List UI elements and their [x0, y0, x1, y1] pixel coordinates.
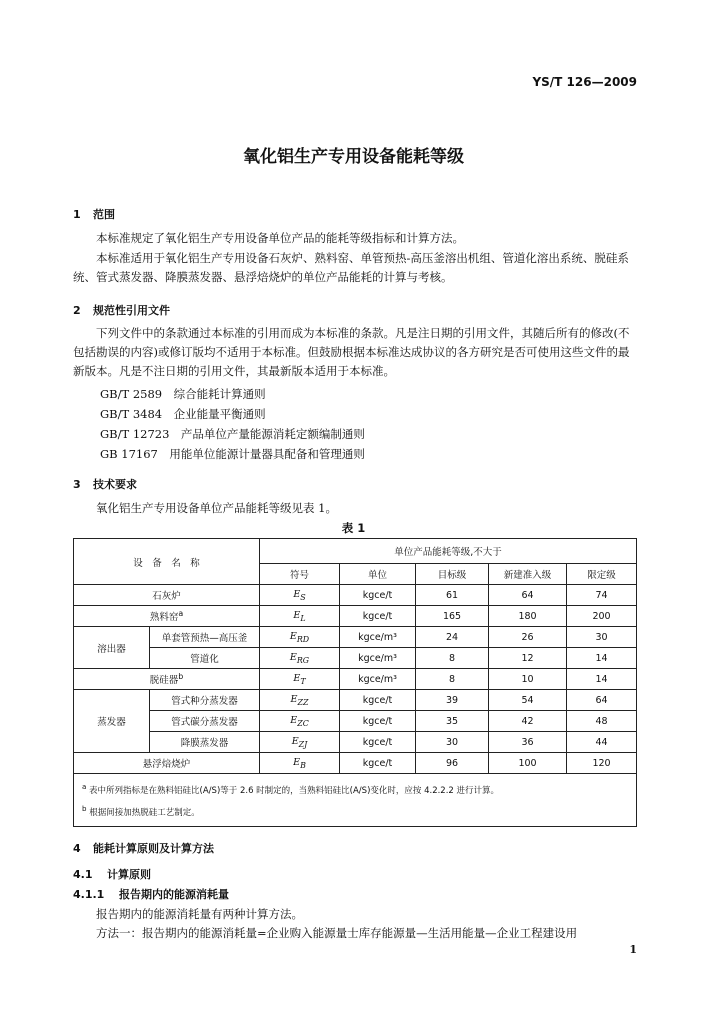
section-1-para-2: 本标准适用于氧化铝生产专用设备石灰炉、熟料窑、单管预热-高压釜溶出机组、管道化溶出系统、脱硅系统、管式蒸发器、降膜蒸发器、悬浮焙烧炉的单位产品能耗的计算与考核。 [73, 251, 629, 284]
table-notes [74, 774, 637, 827]
symbol-cell: $E_S$ [260, 585, 340, 606]
device-name: 悬浮焙烧炉 [74, 753, 260, 774]
table-row [74, 606, 637, 627]
section-4-heading [73, 840, 214, 856]
energy-grade-table [73, 538, 637, 827]
symbol-cell: $E_T$ [260, 669, 340, 690]
unit-cell: kgce/t [340, 711, 416, 732]
subsection-title: 报告期内的能源消耗量 [119, 888, 229, 901]
device-name: 熟料窑$^a$ [74, 606, 260, 627]
header-unit: 单位 [340, 564, 416, 585]
device-name: 管式碳分蒸发器 [150, 711, 260, 732]
section-title: 规范性引用文件 [93, 304, 170, 317]
section-title: 技术要求 [93, 478, 137, 491]
device-name: 石灰炉 [74, 585, 260, 606]
table-row [74, 711, 637, 732]
value-new-entry: 180 [489, 606, 567, 627]
table-row [74, 585, 637, 606]
subsection-title: 计算原则 [107, 868, 151, 881]
note-a: $^a$ 表中所列指标是在熟料铝硅比(A/S)等于 2.6 时制定的，当熟料铝硅比(A/S)变化时，应按 4.2.2.2 进行计算。 [82, 782, 500, 796]
value-target: 24 [416, 627, 489, 648]
symbol-cell: $E_{ZZ}$ [260, 690, 340, 711]
reference-item: GB 17167 用能单位能源计量器具配备和管理通则 [100, 447, 365, 461]
section-title: 范围 [93, 208, 115, 221]
header-device-name: 设 备 名 称 [74, 539, 260, 585]
value-target: 165 [416, 606, 489, 627]
value-new-entry: 100 [489, 753, 567, 774]
section-number: 3 [73, 478, 81, 491]
value-target: 35 [416, 711, 489, 732]
reference-item: GB/T 2589 综合能耗计算通则 [100, 387, 266, 401]
value-limit: 64 [567, 690, 637, 711]
document-code: YS/T 126—2009 [532, 75, 637, 89]
device-name: 管道化 [150, 648, 260, 669]
table-caption: 表 1 [341, 521, 366, 535]
table-row [74, 627, 637, 648]
value-new-entry: 64 [489, 585, 567, 606]
header-target: 目标级 [416, 564, 489, 585]
note-b: $^b$ 根据间接加热脱硅工艺制定。 [82, 803, 200, 818]
value-target: 8 [416, 669, 489, 690]
subsection-number: 4.1.1 [73, 888, 105, 901]
unit-cell: kgce/t [340, 690, 416, 711]
table-row [74, 732, 637, 753]
section-number: 2 [73, 304, 81, 317]
symbol-cell: $E_{ZJ}$ [260, 732, 340, 753]
value-limit: 74 [567, 585, 637, 606]
value-limit: 44 [567, 732, 637, 753]
symbol-cell: $E_{ZC}$ [260, 711, 340, 732]
table-header-row [74, 539, 637, 564]
unit-cell: kgce/m³ [340, 627, 416, 648]
value-limit: 200 [567, 606, 637, 627]
symbol-cell: $E_{RD}$ [260, 627, 340, 648]
value-limit: 30 [567, 627, 637, 648]
group-label: 蒸发器 [74, 690, 150, 753]
value-new-entry: 26 [489, 627, 567, 648]
section-number: 4 [73, 842, 81, 855]
unit-cell: kgce/m³ [340, 648, 416, 669]
unit-cell: kgce/t [340, 585, 416, 606]
unit-cell: kgce/t [340, 606, 416, 627]
section-4-para-1: 报告期内的能源消耗量有两种计算方法。 [96, 907, 303, 921]
unit-cell: kgce/m³ [340, 669, 416, 690]
symbol-cell: $E_L$ [260, 606, 340, 627]
symbol-cell: $E_{RG}$ [260, 648, 340, 669]
device-name: 管式种分蒸发器 [150, 690, 260, 711]
header-new-entry: 新建准入级 [489, 564, 567, 585]
subsection-4-1-1-heading [73, 886, 229, 902]
section-title: 能耗计算原则及计算方法 [93, 842, 214, 855]
value-target: 8 [416, 648, 489, 669]
reference-item: GB/T 12723 产品单位产量能源消耗定额编制通则 [100, 427, 365, 441]
section-2-para-1: 下列文件中的条款通过本标准的引用而成为本标准的条款。凡是注日期的引用文件，其随后所有的修改(不包括勘误的内容)或修订版均不适用于本标准。但鼓励根据本标准达成协议的各方研究是否可使用这些文件的最新版本。凡是不注日期的引用文件，其最新版本适用于本标准。 [73, 326, 630, 378]
subsection-number: 4.1 [73, 868, 93, 881]
value-target: 61 [416, 585, 489, 606]
table-row [74, 669, 637, 690]
value-target: 39 [416, 690, 489, 711]
value-target: 96 [416, 753, 489, 774]
section-4-para-2: 方法一：报告期内的能源消耗量=企业购入能源量士库存能源量—生活用能量—企业工程建设用 [96, 926, 578, 940]
device-name: 单套管预热—高压釜 [150, 627, 260, 648]
value-limit: 14 [567, 669, 637, 690]
subsection-4-1-heading [73, 866, 151, 882]
symbol-cell: $E_B$ [260, 753, 340, 774]
header-group: 单位产品能耗等级,不大于 [260, 539, 637, 564]
section-2-heading [73, 302, 170, 318]
table-notes-row [74, 774, 637, 827]
section-number: 1 [73, 208, 81, 221]
value-new-entry: 36 [489, 732, 567, 753]
unit-cell: kgce/t [340, 732, 416, 753]
value-target: 30 [416, 732, 489, 753]
value-new-entry: 10 [489, 669, 567, 690]
value-new-entry: 12 [489, 648, 567, 669]
section-1-para-1: 本标准规定了氧化铝生产专用设备单位产品的能耗等级指标和计算方法。 [96, 231, 464, 245]
header-symbol: 符号 [260, 564, 340, 585]
device-name: 脱硅器$^b$ [74, 669, 260, 690]
table-row [74, 648, 637, 669]
group-label: 溶出器 [74, 627, 150, 669]
value-limit: 48 [567, 711, 637, 732]
value-limit: 120 [567, 753, 637, 774]
unit-cell: kgce/t [340, 753, 416, 774]
section-1-heading [73, 206, 115, 222]
reference-item: GB/T 3484 企业能量平衡通则 [100, 407, 266, 421]
value-new-entry: 54 [489, 690, 567, 711]
page-title: 氧化铝生产专用设备能耗等级 [243, 147, 464, 167]
page-number: 1 [629, 943, 637, 956]
device-name: 降膜蒸发器 [150, 732, 260, 753]
section-3-para-1: 氧化铝生产专用设备单位产品能耗等级见表 1。 [96, 501, 337, 515]
value-limit: 14 [567, 648, 637, 669]
table-row [74, 753, 637, 774]
value-new-entry: 42 [489, 711, 567, 732]
table-row [74, 690, 637, 711]
section-3-heading [73, 476, 137, 492]
header-limit: 限定级 [567, 564, 637, 585]
